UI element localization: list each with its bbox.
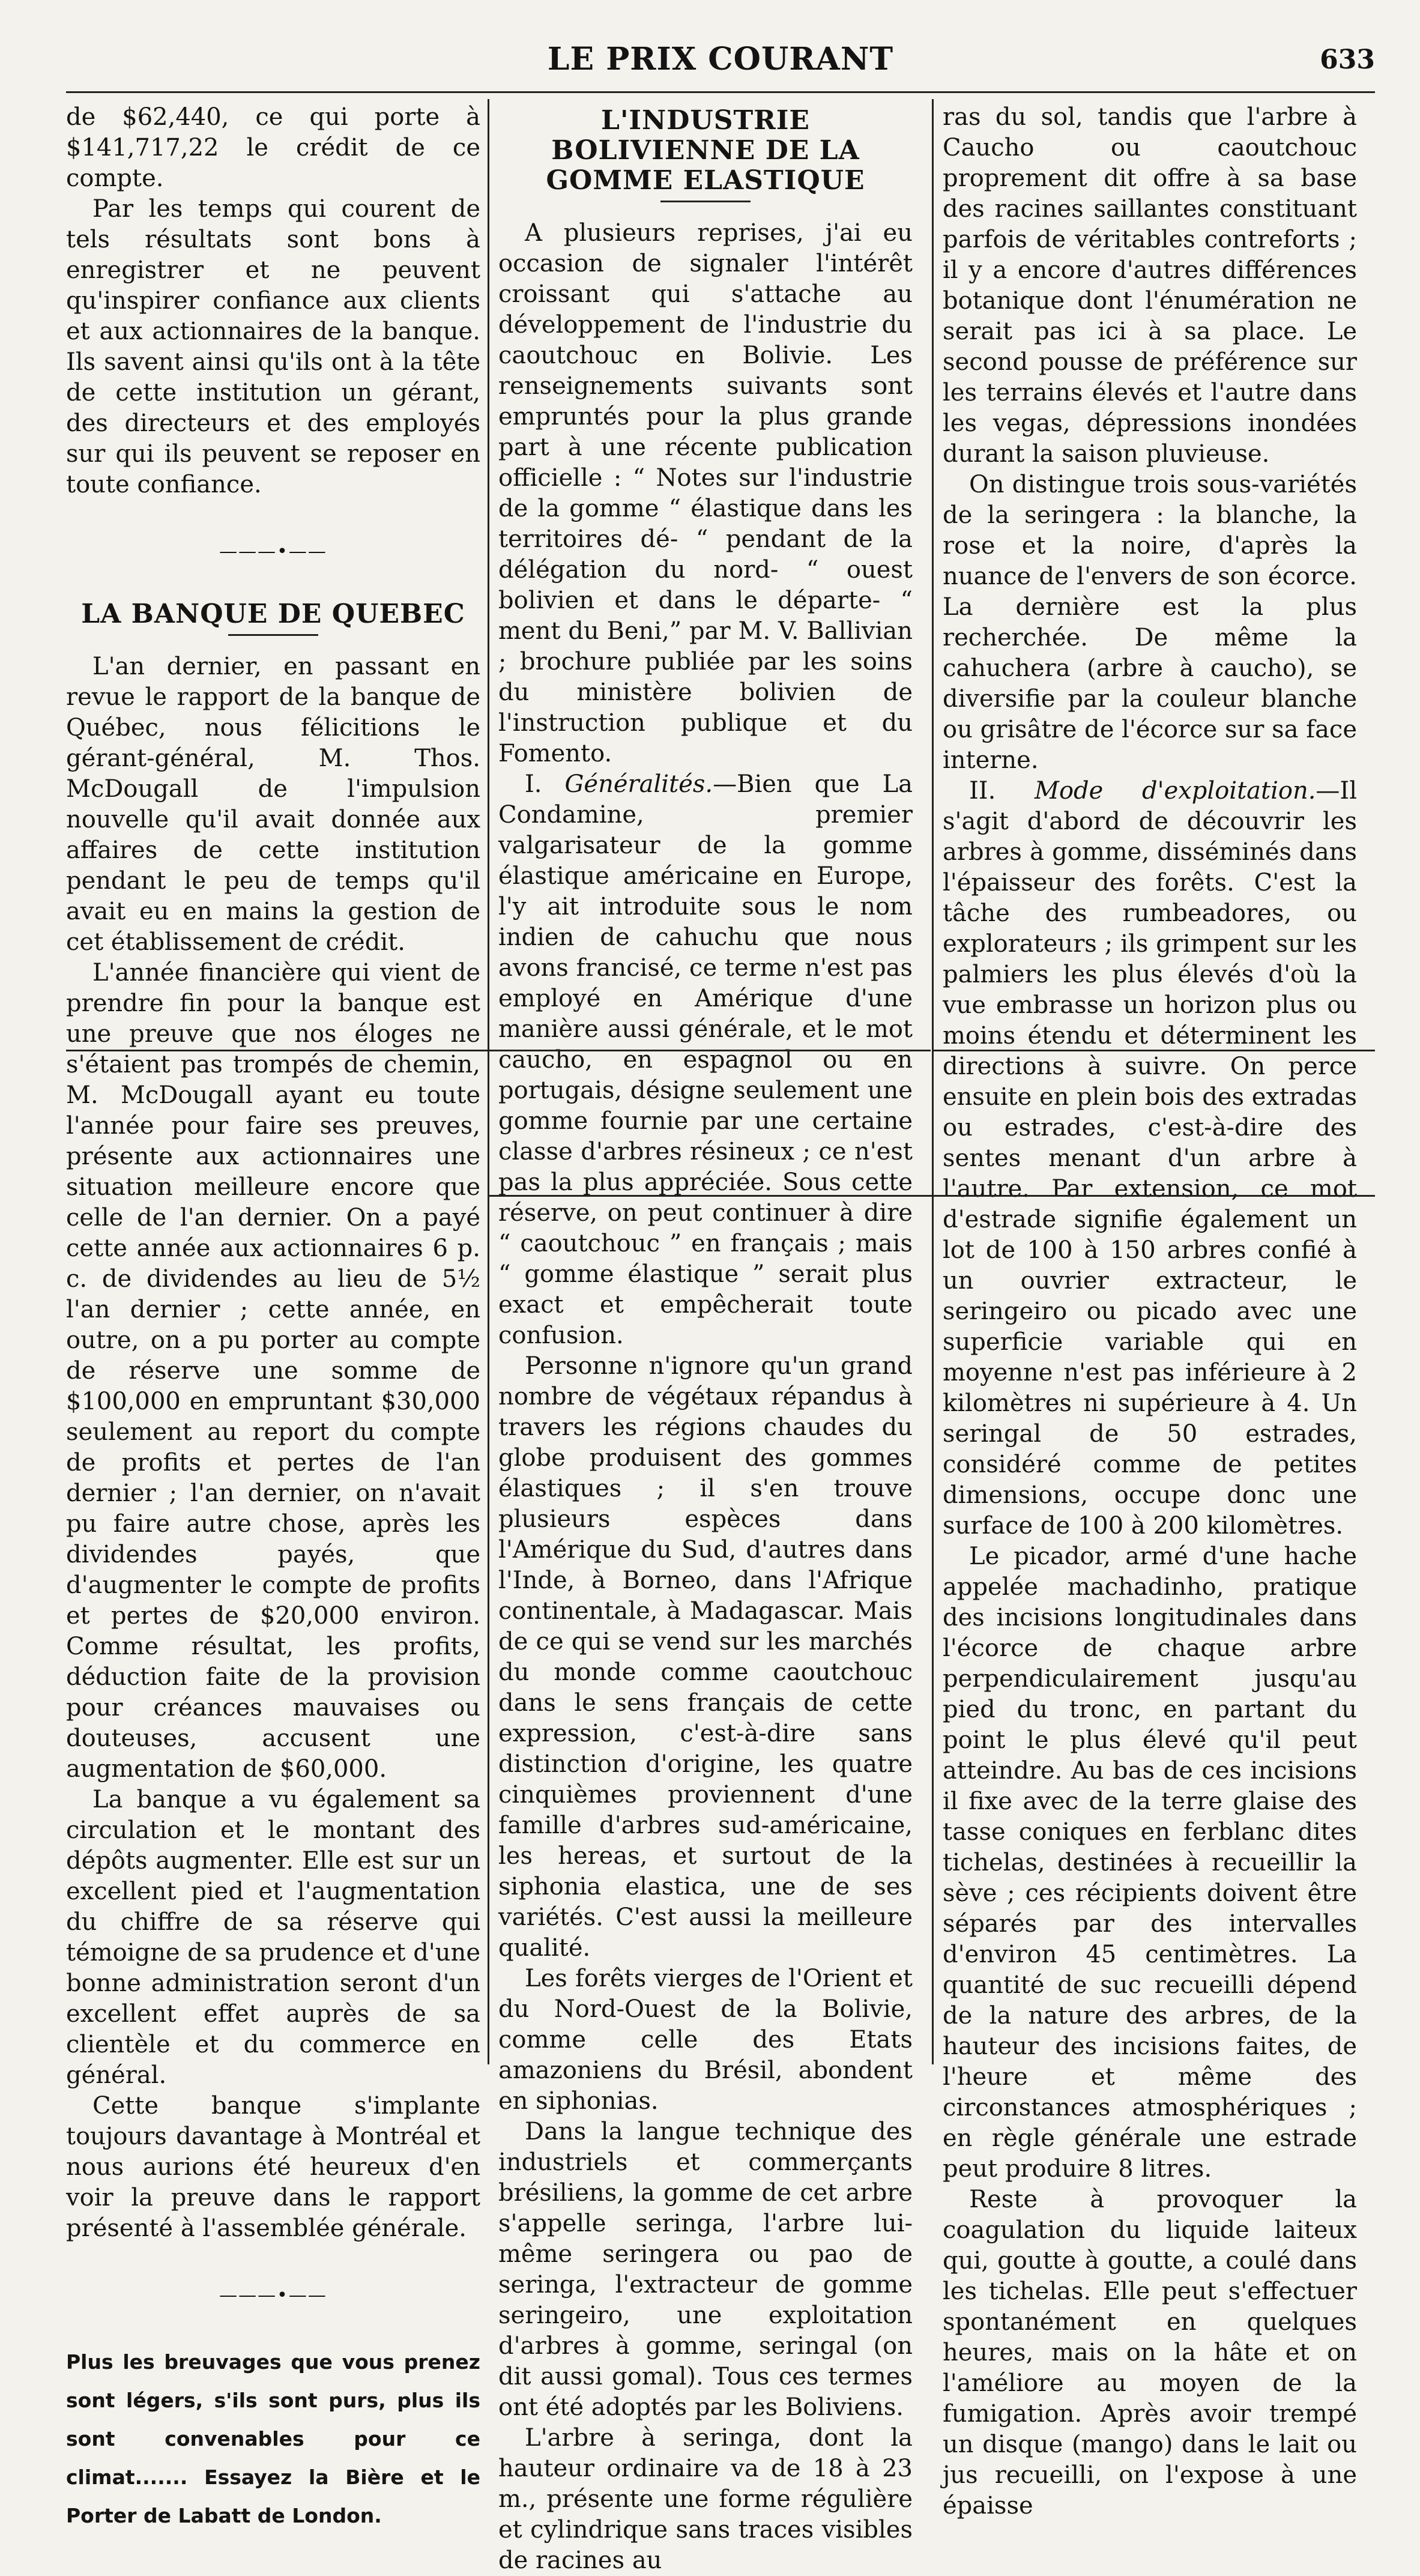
col2-paragraph-3: Personne n'ignore qu'un grand nombre de végétaux répandus à travers les régions chaudes du globe produisent des gommes élastiques ; il s'en trouve plusieurs espèces dans l'Amérique du Sud, d'autres dans l'Inde, à Borneo, dans l'Afrique continentale, à Madagascar. Mais de ce qui se vend sur les marchés du monde comme caoutchouc dans le sens français de cette expression, c'est-à-dire sans distinction d'origine, les quatre cinquièmes proviennent d'une famille d'arbres sud-américaine, les hereas, et surtout de la siphonia elastica, une de ses variétés. C'est aussi la meilleure qualité. — [498, 1352, 913, 1962]
paste-cut-line-2 — [932, 1050, 1375, 1051]
paste-cut-line-1 — [66, 1050, 931, 1051]
col1-paragraph-3: L'an dernier, en passant en revue le rapport de la banque de Québec, nous félicitions le gérant-général, M. Thos. McDougall de l'impulsion nouvelle qu'il avait donnée aux affaires de cette institution pendant le peu de temps qu'il avait eu en mains la gestion de cet établissement de crédit. — [66, 653, 480, 956]
col2-paragraph-1: A plusieurs reprises, j'ai eu occasion de signaler l'intérêt croissant qui s'attache au développement de l'industrie du caoutchouc en Bolivie. Les renseignements suivants sont empruntés pour la plus grande part à une récente publication officielle : “ Notes sur l'industrie de la gomme “ élastique dans les territoires dé- “ pendant de la délégation du nord- “ ouest bolivien et dans le départe- “ ment du Beni,” par M. V. Ballivian ; brochure publiée par les soins du ministère bolivien de l'instruction publique et du Fomento. — [498, 219, 913, 767]
section-number-2: II. — [969, 777, 1035, 805]
title-rule — [228, 634, 318, 636]
paste-cut-line-3 — [488, 1195, 1375, 1197]
section-title-banque-quebec: LA BANQUE DE QUEBEC — [81, 599, 465, 629]
col1-paragraph-1: de $62,440, ce qui porte à $141,717,22 le crédit de ce compte. — [66, 103, 480, 192]
page-number: 633 — [1320, 44, 1375, 75]
subsection-heading-generalites: Généralités. — [564, 770, 713, 798]
header-rule — [66, 91, 1375, 93]
col1-paragraph-5: La banque a vu également sa circulation et le montant des dépôts augmenter. Elle est sur un excellent pied et l'augmentation du chiffre de sa réserve qui témoigne de sa prudence et d'une bonne administration seront d'un excellent effet auprès de sa clientèle et du commerce en général. — [66, 1786, 480, 2089]
ornament-divider: ———•—— — [219, 541, 327, 562]
section-number: I. — [525, 770, 565, 798]
col1-paragraph-2: Par les temps qui courent de tels résultats sont bons à enregistrer et ne peuvent qu'inspirer confiance aux clients et aux actionnaires de la banque. Ils savent ainsi qu'ils ont à la tête de cette institution un gérant, des directeurs et des employés sur qui ils peuvent se reposer en toute confiance. — [66, 195, 480, 498]
running-title: LE PRIX COURANT — [547, 41, 894, 77]
title-rule-2 — [660, 201, 751, 202]
column-1 — [66, 102, 480, 2527]
col2-paragraph-2-text: —Bien que La Condamine, premier valgarisateur de la gomme élastique américaine en Europe, l'y ait introduite sous le nom indien de cahuchu que nous avons francisé, ce terme n'est pas employé en Amérique d'une manière aussi générale, et le mot caucho, en espagnol ou en portugais, désigne seulement une gomme fournie par une certaine classe d'arbres résineux ; ce n'est pas la plus appréciée. Sous cette réserve, on peut continuer à dire “ caoutchouc ” en français ; mais “ gomme élastique ” serait plus exact et empêcherait toute confusion. — [498, 770, 913, 1349]
labatt-advertisement: Plus les breuvages que vous prenez sont légers, s'ils sont purs, plus ils sont convenables pour ce climat....... Essayez la Bière et le Porter de Labatt de London. — [66, 2350, 480, 2527]
column-3 — [943, 102, 1358, 2520]
col3-paragraph-5: Reste à provoquer la coagulation du liquide laiteux qui, goutte à goutte, a coulé dans les tichelas. Elle peut s'effectuer spontanément en quelques heures, mais on la hâte et on l'améliore au moyen de la fumigation. Après avoir trempé un disque (mango) dans le lait ou jus recueilli, on l'expose à une épaisse — [943, 2186, 1357, 2520]
col3-paragraph-1: ras du sol, tandis que l'arbre à Caucho ou caoutchouc proprement dit offre à sa base des racines saillantes constituant parfois de véritables contreforts ; il y a encore d'autres différences botanique dont l'énumération ne serait pas ici à sa place. Le second pousse de préférence sur les terrains élevés et l'autre dans les vegas, dépressions inondées durant la saison pluvieuse. — [943, 103, 1357, 468]
col1-paragraph-6: Cette banque s'implante toujours davantage à Montréal et nous aurions été heureux d'en voir la preuve dans le rapport présenté à l'assemblée générale. — [66, 2092, 480, 2242]
col3-paragraph-3-text: —Il s'agit d'abord de découvrir les arbres à gomme, disséminés dans l'épaisseur des forêts. C'est la tâche des rumbeadores, ou explorateurs ; ils grimpent sur les palmiers les plus élevés d'où la vue embrasse un horizon plus ou moins étendu et déterminent les directions à suivre. On perce ensuite en plein bois des extradas ou estrades, c'est-à-dire des sentes menant d'un arbre à l'autre. Par extension, ce mot d'estrade signifie également un lot de 100 à 150 arbres confié à un ouvrier extracteur, le seringeiro ou picado avec une superficie variable qui en moyenne n'est pas inférieure à 2 kilomètres ni supérieure à 4. Un seringal de 50 estrades, considéré comme de petites dimensions, occupe donc une surface de 100 à 200 kilomètres. — [943, 777, 1358, 1540]
column-divider-2 — [932, 99, 934, 2064]
column-2 — [498, 102, 913, 2574]
col3-paragraph-3 — [943, 776, 1357, 1541]
col2-paragraph-4: Les forêts vierges de l'Orient et du Nord-Ouest de la Bolivie, comme celle des Etats amazoniens du Brésil, abondent en siphonias. — [498, 1965, 913, 2115]
ornament-divider-2: ———•—— — [219, 2285, 327, 2306]
section-title-industrie-bolivienne: L'INDUSTRIE BOLIVIENNE DE LA GOMME ELASTIQUE — [546, 105, 865, 196]
col3-paragraph-2: On distingue trois sous-variétés de la seringera : la blanche, la rose et la noire, d'après la nuance de l'envers de son écorce. La dernière est la plus recherchée. De même la cahuchera (arbre à caucho), se diversifie par la couleur blanche ou grisâtre de l'écorce sur sa face interne. — [943, 471, 1357, 774]
column-divider-1 — [488, 99, 489, 2064]
subsection-heading-mode-exploitation: Mode d'exploitation. — [1034, 777, 1316, 805]
col2-paragraph-5: Dans la langue technique des industriels et commerçants brésiliens, la gomme de cet arbre s'appelle seringa, l'arbre lui-même seringera ou pao de seringa, l'extracteur de gomme seringeiro, une exploitation d'arbres à gomme, seringal (on dit aussi gomal). Tous ces termes ont été adoptés par les Boliviens. — [498, 2118, 913, 2421]
col2-paragraph-2 — [498, 769, 913, 1351]
col2-paragraph-6: L'arbre à seringa, dont la hauteur ordinaire va de 18 à 23 m., présente une forme régulière et cylindrique sans traces visibles de racines au — [498, 2424, 913, 2574]
col3-paragraph-4: Le picador, armé d'une hache appelée machadinho, pratique des incisions longitudinales dans l'écorce de chaque arbre perpendiculairement jusqu'au pied du tronc, en partant du point le plus élevé qu'il peut atteindre. Au bas de ces incisions il fixe avec de la terre glaise des tasse coniques en ferblanc dites tichelas, destinées à recueillir la sève ; ces récipients doivent être séparés par des intervalles d'environ 45 centimètres. La quantité de suc recueilli dépend de la nature des arbres, de la hauteur des incisions faites, de l'heure et même des circonstances atmosphériques ; en règle générale une estrade peut produire 8 litres. — [943, 1543, 1357, 2183]
col1-paragraph-4: L'année financière qui vient de prendre fin pour la banque est une preuve que nos éloges ne s'étaient pas trompés de chemin, M. McDougall ayant eu toute l'année pour faire ses preuves, présente aux actionnaires une situation meilleure encore que celle de l'an dernier. On a payé cette année aux actionnaires 6 p. c. de dividendes au lieu de 5½ l'an dernier ; cette année, en outre, on a pu porter au compte de réserve une somme de $100,000 en empruntant $30,000 seulement au report du compte de profits et pertes de l'an dernier ; l'an dernier, on n'avait pu faire autre chose, après les dividendes payés, que d'augmenter le compte de profits et pertes de $20,000 environ. Comme résultat, les profits, déduction faite de la provision pour créances mauvaises ou douteuses, accusent une augmentation de $60,000. — [66, 959, 480, 1783]
page-header — [66, 36, 1375, 84]
